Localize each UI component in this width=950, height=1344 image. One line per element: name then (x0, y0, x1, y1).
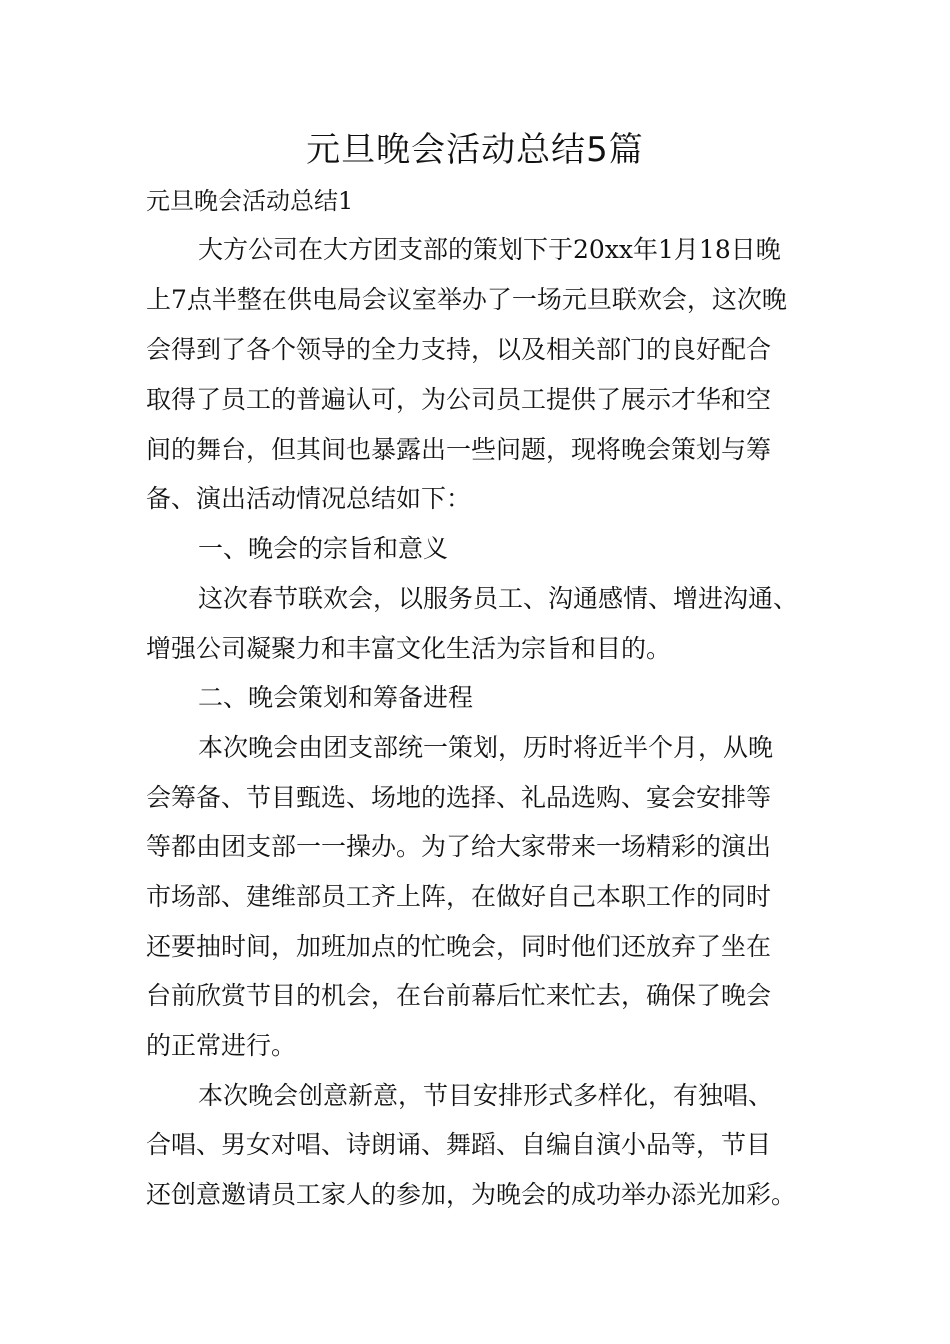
paragraph-line: 还创意邀请员工家人的参加，为晚会的成功举办添光加彩。 (146, 1180, 797, 1209)
paragraph-line: 合唱、男女对唱、诗朗诵、舞蹈、自编自演小品等，节目 (146, 1130, 772, 1159)
paragraph-line: 会筹备、节目甄选、场地的选择、礼品选购、宴会安排等 (146, 783, 772, 812)
paragraph-line: 增强公司凝聚力和丰富文化生活为宗旨和目的。 (146, 634, 672, 663)
section-heading: 二、晚会策划和筹备进程 (198, 683, 474, 712)
paragraph-line: 间的舞台，但其间也暴露出一些问题，现将晚会策划与筹 (146, 435, 772, 464)
paragraph-line: 等都由团支部一一操办。为了给大家带来一场精彩的演出 (146, 832, 772, 861)
paragraph-line: 台前欣赏节目的机会，在台前幕后忙来忙去，确保了晚会 (146, 981, 772, 1010)
document-title: 元旦晚会活动总结5篇 (306, 130, 644, 170)
paragraph-line: 大方公司在大方团支部的策划下于20xx年1月18日晚 (198, 235, 781, 264)
paragraph-line: 会得到了各个领导的全力支持，以及相关部门的良好配合 (146, 335, 772, 364)
paragraph-line: 这次春节联欢会，以服务员工、沟通感情、增进沟通、 (198, 584, 799, 613)
paragraph-line: 取得了员工的普遍认可，为公司员工提供了展示才华和空 (146, 385, 772, 414)
paragraph-line: 的正常进行。 (146, 1031, 297, 1060)
paragraph-line: 本次晚会由团支部统一策划，历时将近半个月，从晚 (198, 733, 774, 762)
paragraph-line: 还要抽时间，加班加点的忙晚会，同时他们还放弃了坐在 (146, 932, 772, 961)
paragraph-line: 备、演出活动情况总结如下： (146, 484, 472, 513)
section-subtitle: 元旦晚会活动总结1 (146, 187, 354, 215)
section-heading: 一、晚会的宗旨和意义 (198, 534, 449, 563)
paragraph-line: 市场部、建维部员工齐上阵，在做好自己本职工作的同时 (146, 882, 772, 911)
paragraph-line: 上7点半整在供电局会议室举办了一场元旦联欢会，这次晚 (146, 285, 787, 314)
paragraph-line: 本次晚会创意新意，节目安排形式多样化，有独唱、 (198, 1081, 774, 1110)
